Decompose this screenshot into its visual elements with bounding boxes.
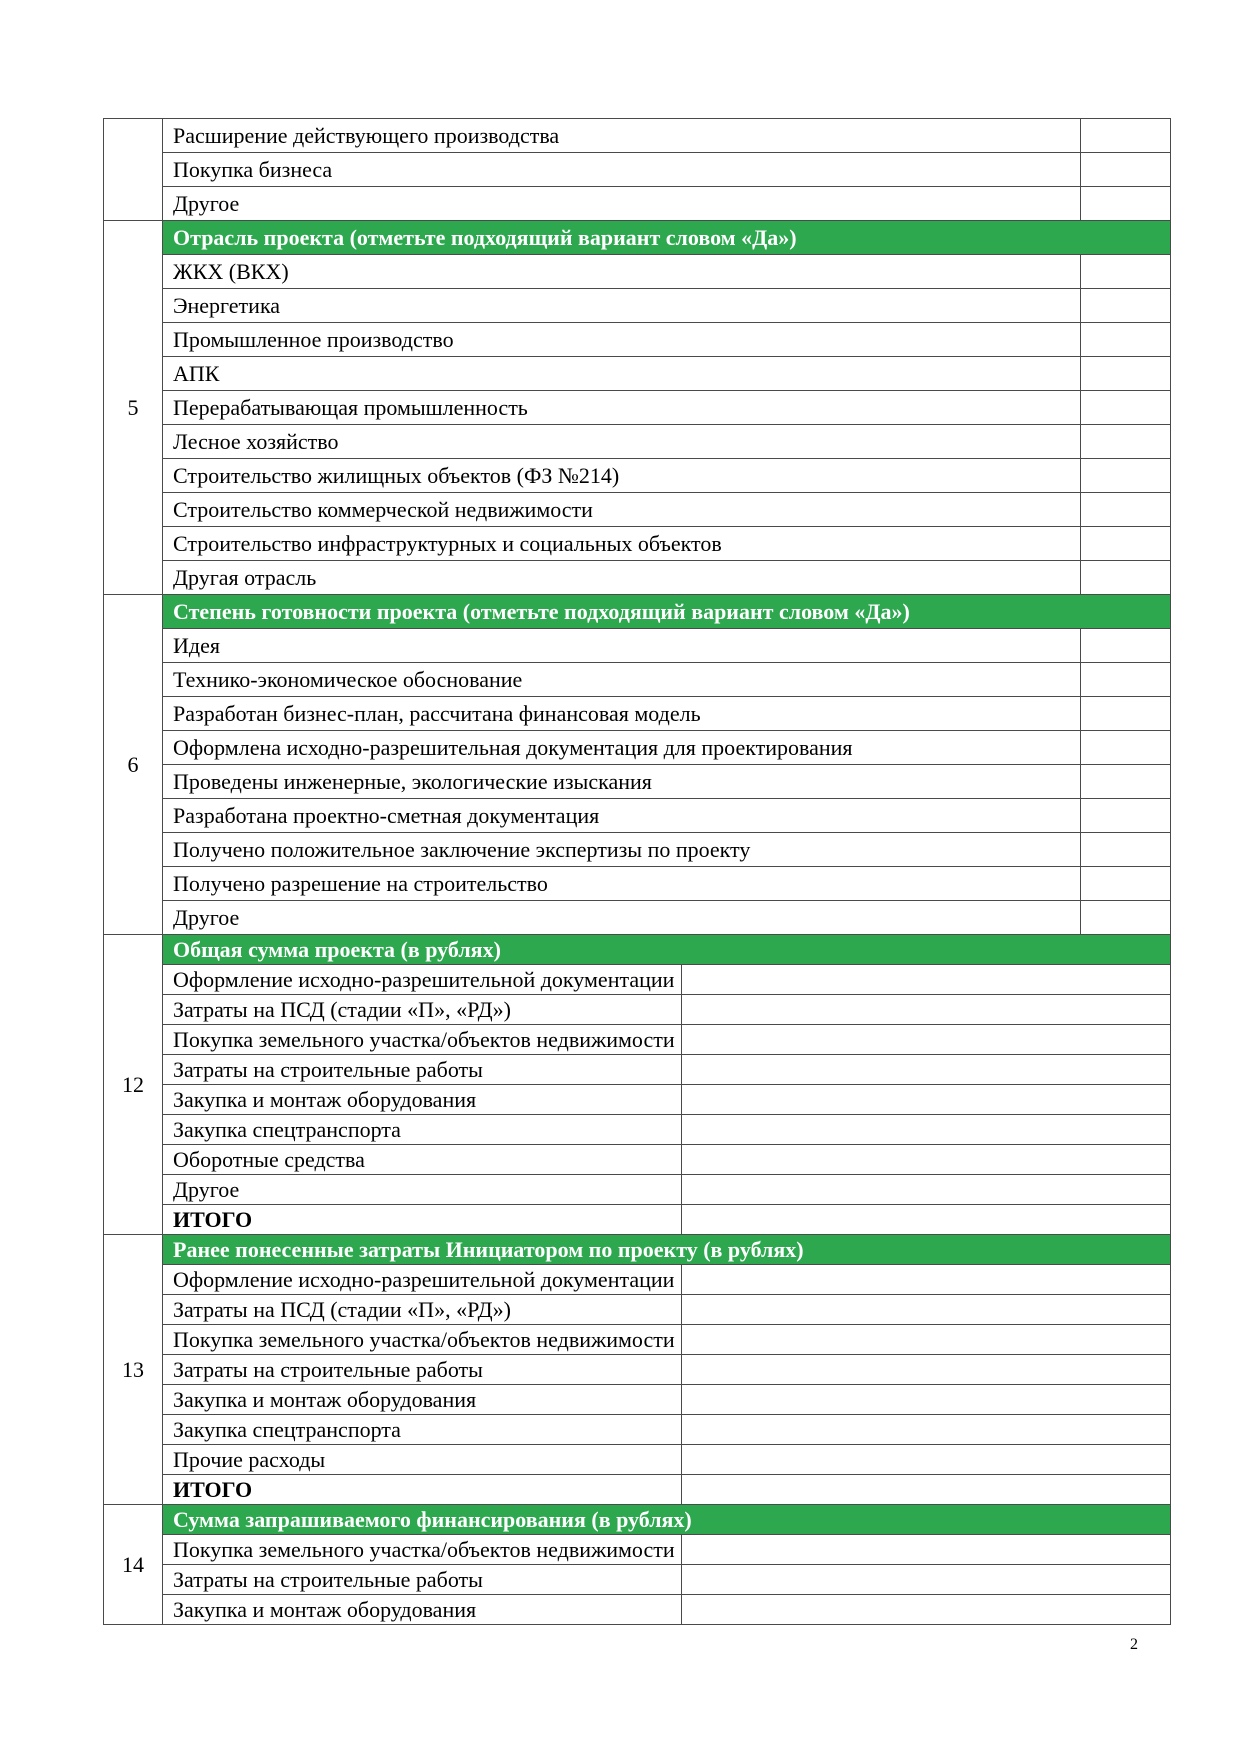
table-row: [104, 255, 1171, 289]
row-label: Другое: [163, 1175, 682, 1205]
table-row: [104, 391, 1171, 425]
table-row: [104, 833, 1171, 867]
section-header-row: [104, 595, 1171, 629]
row-label: Строительство инфраструктурных и социальных объектов: [163, 527, 1081, 561]
form-section: [104, 935, 1171, 1235]
row-label: ИТОГО: [163, 1205, 682, 1235]
answer-cell[interactable]: [1081, 357, 1171, 391]
amount-cell[interactable]: [682, 1055, 1171, 1085]
answer-cell[interactable]: [1081, 561, 1171, 595]
amount-cell[interactable]: [682, 1205, 1171, 1235]
table-row: [104, 425, 1171, 459]
row-label: Строительство жилищных объектов (ФЗ №214): [163, 459, 1081, 493]
row-label: Оборотные средства: [163, 1145, 682, 1175]
row-label: Затраты на строительные работы: [163, 1355, 682, 1385]
table-row: [104, 901, 1171, 935]
table-row: [104, 1025, 1171, 1055]
table-row: [104, 1535, 1171, 1565]
answer-cell[interactable]: [1081, 391, 1171, 425]
table-row: [104, 1355, 1171, 1385]
answer-cell[interactable]: [1081, 289, 1171, 323]
answer-cell[interactable]: [1081, 153, 1171, 187]
row-label: Затраты на строительные работы: [163, 1565, 682, 1595]
table-row: [104, 187, 1171, 221]
answer-cell[interactable]: [1081, 765, 1171, 799]
table-row: [104, 153, 1171, 187]
row-label: Разработан бизнес-план, рассчитана финансовая модель: [163, 697, 1081, 731]
table-row: [104, 1565, 1171, 1595]
table-row: [104, 1115, 1171, 1145]
answer-cell[interactable]: [1081, 493, 1171, 527]
answer-cell[interactable]: [1081, 119, 1171, 153]
answer-cell[interactable]: [1081, 697, 1171, 731]
table-row: [104, 1205, 1171, 1235]
row-label: Покупка земельного участка/объектов недвижимости: [163, 1025, 682, 1055]
answer-cell[interactable]: [1081, 833, 1171, 867]
amount-cell[interactable]: [682, 1565, 1171, 1595]
table-row: [104, 493, 1171, 527]
amount-cell[interactable]: [682, 1175, 1171, 1205]
row-label: Закупка спецтранспорта: [163, 1415, 682, 1445]
answer-cell[interactable]: [1081, 663, 1171, 697]
application-form-table: [103, 118, 1171, 1625]
form-section: [104, 1505, 1171, 1625]
answer-cell[interactable]: [1081, 629, 1171, 663]
row-label: Получено разрешение на строительство: [163, 867, 1081, 901]
answer-cell[interactable]: [1081, 799, 1171, 833]
table-row: [104, 1085, 1171, 1115]
answer-cell[interactable]: [1081, 459, 1171, 493]
section-number: 12: [104, 935, 163, 1235]
row-label: Промышленное производство: [163, 323, 1081, 357]
form-section: [104, 119, 1171, 221]
table-row: [104, 459, 1171, 493]
answer-cell[interactable]: [1081, 425, 1171, 459]
row-label: ИТОГО: [163, 1475, 682, 1505]
section-header-row: [104, 1235, 1171, 1265]
section-header: Общая сумма проекта (в рублях): [163, 935, 1171, 965]
table-row: [104, 527, 1171, 561]
table-row: [104, 1595, 1171, 1625]
row-label: АПК: [163, 357, 1081, 391]
table-row: [104, 995, 1171, 1025]
row-label: Проведены инженерные, экологические изыскания: [163, 765, 1081, 799]
section-header-row: [104, 935, 1171, 965]
amount-cell[interactable]: [682, 1145, 1171, 1175]
amount-cell[interactable]: [682, 1295, 1171, 1325]
form-section: [104, 221, 1171, 595]
table-row: [104, 629, 1171, 663]
row-label: Перерабатывающая промышленность: [163, 391, 1081, 425]
table-row: [104, 1325, 1171, 1355]
section-number: [104, 119, 163, 221]
section-number: 6: [104, 595, 163, 935]
table-row: [104, 965, 1171, 995]
table-row: [104, 289, 1171, 323]
section-header: Ранее понесенные затраты Инициатором по проекту (в рублях): [163, 1235, 1171, 1265]
row-label: Закупка спецтранспорта: [163, 1115, 682, 1145]
row-label: Покупка бизнеса: [163, 153, 1081, 187]
row-label: Закупка и монтаж оборудования: [163, 1595, 682, 1625]
table-row: [104, 323, 1171, 357]
section-header: Сумма запрашиваемого финансирования (в рублях): [163, 1505, 1171, 1535]
amount-cell[interactable]: [682, 1535, 1171, 1565]
table-row: [104, 1145, 1171, 1175]
table-row: [104, 867, 1171, 901]
amount-cell[interactable]: [682, 1355, 1171, 1385]
table-row: [104, 765, 1171, 799]
row-label: Оформление исходно-разрешительной документации: [163, 1265, 682, 1295]
section-header: Отрасль проекта (отметьте подходящий вариант словом «Да»): [163, 221, 1171, 255]
table-row: [104, 697, 1171, 731]
table-row: [104, 663, 1171, 697]
row-label: Затраты на ПСД (стадии «П», «РД»): [163, 995, 682, 1025]
amount-cell[interactable]: [682, 965, 1171, 995]
row-label: Строительство коммерческой недвижимости: [163, 493, 1081, 527]
answer-cell[interactable]: [1081, 867, 1171, 901]
amount-cell[interactable]: [682, 1475, 1171, 1505]
row-label: Затраты на ПСД (стадии «П», «РД»): [163, 1295, 682, 1325]
amount-cell[interactable]: [682, 1415, 1171, 1445]
row-label: Оформлена исходно-разрешительная документация для проектирования: [163, 731, 1081, 765]
row-label: Покупка земельного участка/объектов недвижимости: [163, 1535, 682, 1565]
section-number: 5: [104, 221, 163, 595]
row-label: Другая отрасль: [163, 561, 1081, 595]
row-label: Идея: [163, 629, 1081, 663]
row-label: Покупка земельного участка/объектов недвижимости: [163, 1325, 682, 1355]
form-section: [104, 595, 1171, 935]
table-row: [104, 1385, 1171, 1415]
answer-cell[interactable]: [1081, 527, 1171, 561]
amount-cell[interactable]: [682, 1085, 1171, 1115]
row-label: Лесное хозяйство: [163, 425, 1081, 459]
table-row: [104, 561, 1171, 595]
section-number: 14: [104, 1505, 163, 1625]
answer-cell[interactable]: [1081, 255, 1171, 289]
table-row: [104, 1295, 1171, 1325]
row-label: Затраты на строительные работы: [163, 1055, 682, 1085]
amount-cell[interactable]: [682, 1025, 1171, 1055]
row-label: Другое: [163, 901, 1081, 935]
table-row: [104, 1265, 1171, 1295]
table-row: [104, 119, 1171, 153]
form-section: [104, 1235, 1171, 1505]
section-header-row: [104, 1505, 1171, 1535]
section-number: 13: [104, 1235, 163, 1505]
section-header: Степень готовности проекта (отметьте подходящий вариант словом «Да»): [163, 595, 1171, 629]
row-label: Закупка и монтаж оборудования: [163, 1085, 682, 1115]
table-row: [104, 731, 1171, 765]
amount-cell[interactable]: [682, 1445, 1171, 1475]
row-label: Расширение действующего производства: [163, 119, 1081, 153]
row-label: Технико-экономическое обоснование: [163, 663, 1081, 697]
row-label: Энергетика: [163, 289, 1081, 323]
amount-cell[interactable]: [682, 1115, 1171, 1145]
answer-cell[interactable]: [1081, 731, 1171, 765]
table-row: [104, 357, 1171, 391]
table-row: [104, 1445, 1171, 1475]
row-label: Другое: [163, 187, 1081, 221]
row-label: Получено положительное заключение экспертизы по проекту: [163, 833, 1081, 867]
table-row: [104, 1475, 1171, 1505]
answer-cell[interactable]: [1081, 901, 1171, 935]
row-label: ЖКХ (ВКХ): [163, 255, 1081, 289]
table-row: [104, 799, 1171, 833]
row-label: Разработана проектно-сметная документация: [163, 799, 1081, 833]
page-number: 2: [1130, 1636, 1138, 1653]
amount-cell[interactable]: [682, 1385, 1171, 1415]
table-row: [104, 1415, 1171, 1445]
row-label: Оформление исходно-разрешительной документации: [163, 965, 682, 995]
table-row: [104, 1175, 1171, 1205]
table-row: [104, 1055, 1171, 1085]
row-label: Закупка и монтаж оборудования: [163, 1385, 682, 1415]
section-header-row: [104, 221, 1171, 255]
amount-cell[interactable]: [682, 1595, 1171, 1625]
row-label: Прочие расходы: [163, 1445, 682, 1475]
answer-cell[interactable]: [1081, 187, 1171, 221]
amount-cell[interactable]: [682, 1265, 1171, 1295]
amount-cell[interactable]: [682, 1325, 1171, 1355]
amount-cell[interactable]: [682, 995, 1171, 1025]
answer-cell[interactable]: [1081, 323, 1171, 357]
